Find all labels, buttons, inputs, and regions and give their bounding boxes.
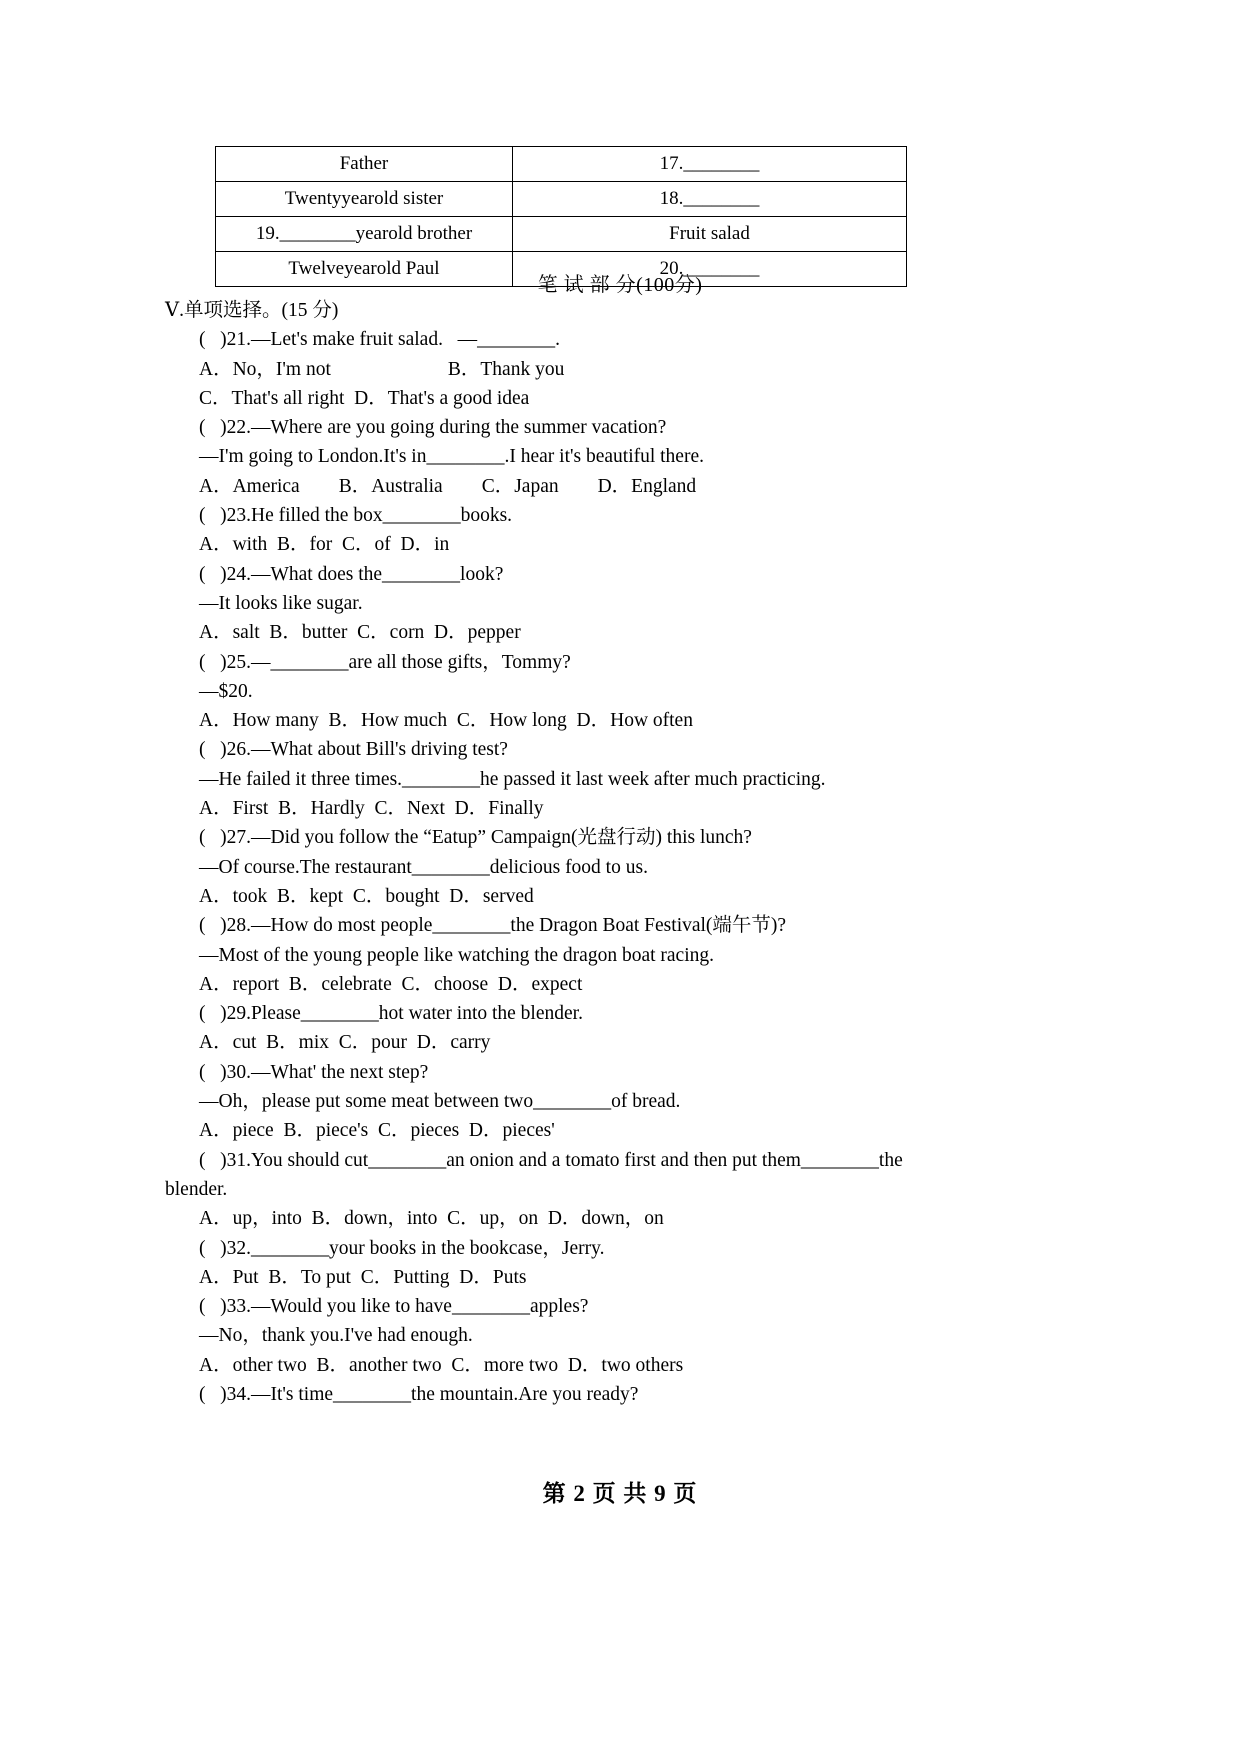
- question-reply-30: —Oh，please put some meat between two________of bread.: [199, 1091, 681, 1113]
- question-options-22: A．America B．Australia C．Japan D．England: [199, 475, 697, 497]
- question-reply-22: —I'm going to London.It's in________.I hear it's beautiful there.: [199, 446, 704, 468]
- question-options-21-ab: A．No，I'm not B．Thank you: [199, 358, 565, 380]
- question-options-33: A．other two B．another two C．more two D．two others: [199, 1354, 684, 1376]
- question-options-21-cd: C．That's all right D．That's a good idea: [199, 387, 530, 409]
- table-body: [216, 147, 907, 287]
- question-stem-31: ( )31.You should cut________an onion and a tomato first and then put them________the: [199, 1149, 903, 1171]
- question-stem-24: ( )24.—What does the________look?: [199, 563, 504, 585]
- question-options-27: A．took B．kept C．bought D．served: [199, 885, 534, 907]
- question-reply-28: —Most of the young people like watching the dragon boat racing.: [199, 944, 714, 966]
- table-cell-left: Twelveyearold Paul: [216, 252, 513, 287]
- question-body: [165, 296, 1085, 1409]
- question-reply-27: —Of course.The restaurant________delicious food to us.: [199, 856, 648, 878]
- part-heading: Ⅴ.单项选择。(15 分): [165, 300, 339, 321]
- question-stem-28: ( )28.—How do most people________the Dragon Boat Festival(端午节)?: [199, 915, 787, 937]
- page-footer: 第 2 页 共 9 页: [542, 1481, 698, 1506]
- question-options-29: A．cut B．mix C．pour D．carry: [199, 1032, 491, 1054]
- table-row: [216, 182, 907, 217]
- question-stem-29: ( )29.Please________hot water into the blender.: [199, 1003, 583, 1025]
- question-stem-31-cont: blender.: [165, 1178, 228, 1200]
- table-cell-left: Father: [216, 147, 513, 182]
- question-stem-30: ( )30.—What' the next step?: [199, 1061, 429, 1083]
- question-options-28: A．report B．celebrate C．choose D．expect: [199, 973, 583, 995]
- table-cell-right: Fruit salad: [513, 217, 907, 252]
- question-options-31: A．up，into B．down，into C．up，on D．down，on: [199, 1208, 664, 1230]
- table-cell-left: Twentyyearold sister: [216, 182, 513, 217]
- question-reply-25: —$20.: [199, 680, 253, 702]
- question-options-25: A．How many B．How much C．How long D．How often: [199, 710, 693, 732]
- question-stem-22: ( )22.—Where are you going during the summer vacation?: [199, 417, 667, 439]
- question-stem-32: ( )32.________your books in the bookcase，Jerry.: [199, 1237, 605, 1259]
- question-stem-27: ( )27.—Did you follow the “Eatup” Campaign(光盘行动) this lunch?: [199, 827, 752, 849]
- table-row: [216, 217, 907, 252]
- table-cell-left: 19.________yearold brother: [216, 217, 513, 252]
- table-row: [216, 147, 907, 182]
- question-reply-33: —No，thank you.I've had enough.: [199, 1325, 473, 1347]
- section-title: 笔 试 部 分(100分): [537, 274, 703, 296]
- table-cell-right: 17.________: [513, 147, 907, 182]
- question-options-32: A．Put B．To put C．Putting D．Puts: [199, 1266, 527, 1288]
- question-stem-33: ( )33.—Would you like to have________apples?: [199, 1296, 589, 1318]
- table-cell-right: 18.________: [513, 182, 907, 217]
- question-options-26: A．First B．Hardly C．Next D．Finally: [199, 798, 544, 820]
- question-options-30: A．piece B．piece's C．pieces D．pieces': [199, 1120, 555, 1142]
- question-stem-21: ( )21.—Let's make fruit salad. —________.: [199, 329, 560, 351]
- question-stem-25: ( )25.—________are all those gifts，Tommy?: [199, 651, 571, 673]
- question-stem-34: ( )34.—It's time________the mountain.Are you ready?: [199, 1383, 639, 1405]
- table-cell-right: 20.________: [513, 252, 907, 287]
- question-stem-23: ( )23.He filled the box________books.: [199, 505, 513, 527]
- question-options-24: A．salt B．butter C．corn D．pepper: [199, 622, 521, 644]
- question-stem-26: ( )26.—What about Bill's driving test?: [199, 739, 508, 761]
- listening-notes-table: [215, 146, 888, 287]
- question-reply-26: —He failed it three times.________he passed it last week after much practicing.: [199, 768, 826, 790]
- question-reply-24: —It looks like sugar.: [199, 592, 363, 614]
- question-options-23: A．with B．for C．of D．in: [199, 534, 450, 556]
